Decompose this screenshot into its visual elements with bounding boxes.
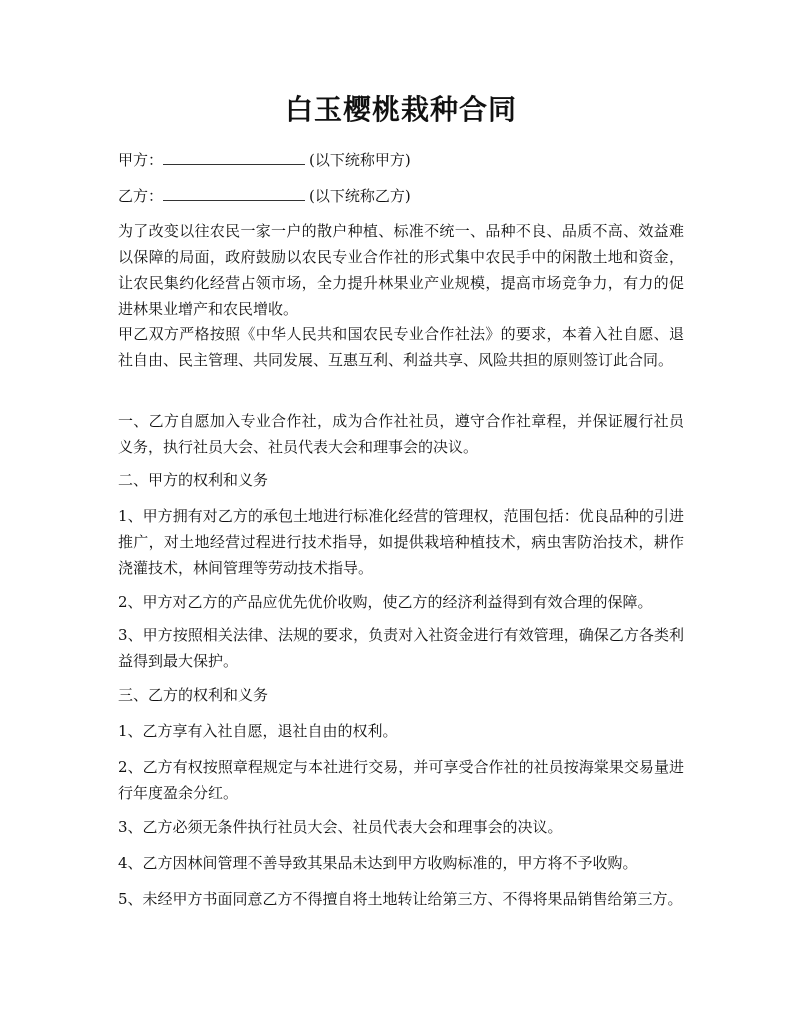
clause-1: 一、乙方自愿加入专业合作社，成为合作社社员，遵守合作社章程，并保证履行社员义务，执行社员大会、社员代表大会和理事会的决议。 [118,412,684,456]
party-b-label: 乙方： [118,187,164,205]
party-b-blank[interactable] [163,183,305,201]
clause-a-2: 2、甲方对乙方的产品应优先优价收购，使乙方的经济利益得到有效合理的保障。 [118,593,653,611]
clause-b-5: 5、未经甲方书面同意乙方不得擅自将土地转让给第三方、不得将果品销售给第三方。 [118,890,683,908]
section-heading-party-b: 三、乙方的权利和义务 [118,686,269,704]
party-a-suffix: (以下统称甲方) [309,151,411,169]
party-a-blank[interactable] [163,147,305,165]
clause-b-4: 4、乙方因林间管理不善导致其果品未达到甲方收购标准的，甲方将不予收购。 [118,854,638,872]
clause-a-3: 3、甲方按照相关法律、法规的要求，负责对入社资金进行有效管理，确保乙方各类利益得到最大保护。 [118,626,684,670]
party-a-line [118,147,684,173]
clause-b-1: 1、乙方享有入社自愿，退社自由的权利。 [118,722,398,740]
party-a-label: 甲方： [118,151,164,169]
paragraph-principles: 甲乙双方严格按照《中华人民共和国农民专业合作社法》的要求，本着入社自愿、退社自由、民主管理、共同发展、互惠互利、利益共享、风险共担的原则签订此合同。 [118,325,684,369]
section-heading-party-a: 二、甲方的权利和义务 [118,471,269,489]
party-b-line [118,183,684,209]
document-title: 白玉樱桃栽种合同 [284,93,517,126]
paragraph-intro: 为了改变以往农民一家一户的散户种植、标准不统一、品种不良、品质不高、效益难以保障的局面，政府鼓励以农民专业合作社的形式集中农民手中的闲散土地和资金，让农民集约化经营占领市场，全力提升林果业产业规模，提高市场竞争力，有力的促进林果业增产和农民增收。 [118,222,684,318]
clause-a-1: 1、甲方拥有对乙方的承包土地进行标准化经营的管理权，范围包括：优良品种的引进推广，对土地经营过程进行技术指导，如提供栽培种植技术，病虫害防治技术，耕作浇灌技术，林间管理等劳动技术指导。 [118,507,684,577]
clause-b-3: 3、乙方必须无条件执行社员大会、社员代表大会和理事会的决议。 [118,818,563,836]
clause-b-2: 2、乙方有权按照章程规定与本社进行交易，并可享受合作社的社员按海棠果交易量进行年度盈余分红。 [118,758,684,802]
party-b-suffix: (以下统称乙方) [309,187,411,205]
